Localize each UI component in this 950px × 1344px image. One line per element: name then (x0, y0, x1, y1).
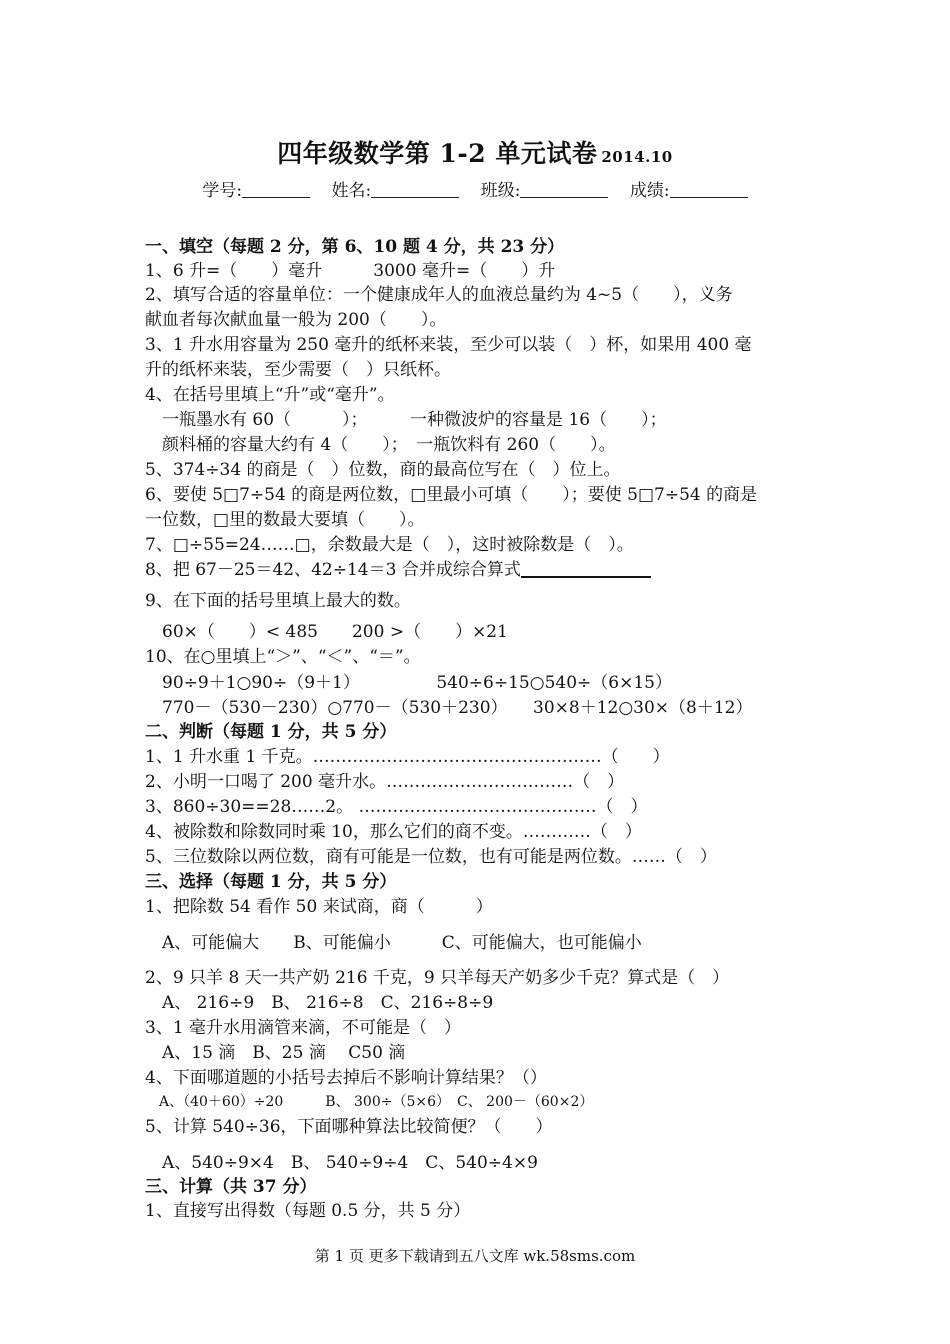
question-line (145, 796, 647, 818)
student-id-blank (242, 183, 310, 198)
info-field-name: 姓名: (332, 176, 460, 201)
line-text: 一瓶墨水有 60（ ）； 一种微波炉的容量是 16（ ）； (145, 410, 667, 430)
section-heading (145, 1176, 317, 1198)
line-text: 颜料桶的容量大约有 4（ ）； 一瓶饮料有 260（ ）。 (145, 435, 616, 455)
info-field-class: 班级: (481, 176, 609, 201)
info-field-score: 成绩: (630, 176, 748, 201)
line-text: A、（40＋60）÷20 B、 300÷（5×6） C、 200－（60×2） (145, 1094, 594, 1110)
line-text: 三、计算（共 37 分） (145, 1177, 317, 1197)
line-text: 4、被除数和除数同时乘 10，那么它们的商不变。…………（ ） (145, 822, 642, 842)
section-heading (145, 236, 564, 258)
line-text: 7、□÷55=24……□，余数最大是（ ），这时被除数是（ ）。 (145, 535, 634, 555)
question-line (145, 1152, 538, 1174)
line-text: 4、下面哪道题的小括号去掉后不影响计算结果？（） (145, 1068, 547, 1088)
question-line (145, 484, 757, 506)
question-line (145, 896, 493, 918)
line-text: 1、1 升水重 1 千克。……………………………………………（ ） (145, 747, 670, 767)
line-text: 90÷9＋1○90÷（9＋1） 540÷6÷15○540÷（6×15） (145, 673, 672, 693)
line-text: A、15 滴 B、25 滴 C50 滴 (145, 1043, 406, 1063)
line-text: 1、把除数 54 看作 50 来试商，商（ ） (145, 897, 493, 917)
question-line (145, 1091, 593, 1113)
line-text: 4、在括号里填上“升”或“毫升”。 (145, 385, 395, 405)
line-text: A、540÷9×4 B、 540÷9÷4 C、540÷4×9 (145, 1153, 538, 1173)
question-line (145, 409, 667, 431)
question-line (145, 1067, 547, 1089)
question-line (145, 590, 411, 612)
line-text: 8、把 67－25＝42、42÷14＝3 合并成综合算式 (145, 560, 521, 580)
line-text: 2、填写合适的容量单位：一个健康成年人的血液总量约为 4~5（ ），义务 (145, 285, 733, 305)
page-title (0, 134, 950, 170)
question-line (145, 771, 624, 793)
question-line (145, 1116, 553, 1138)
line-text: 升的纸杯来装，至少需要（ ）只纸杯。 (145, 360, 451, 380)
section-heading (145, 721, 396, 743)
title-date: 2014.10 (601, 148, 673, 166)
line-text: 770－（530－230）○770－（530＋230） 30×8＋12○30×（8＋12） (145, 698, 753, 718)
question-line (145, 260, 555, 282)
question-line (145, 621, 508, 643)
question-line (145, 559, 651, 581)
question-line (145, 821, 642, 843)
title-main: 四年级数学第 1-2 单元试卷 (277, 139, 598, 168)
question-line (145, 932, 642, 954)
line-text: 3、860÷30==28……2。 ……………………………………（ ） (145, 797, 648, 817)
line-text: 2、小明一口喝了 200 毫升水。……………………………（ ） (145, 772, 625, 792)
question-line (145, 334, 752, 356)
question-line (145, 697, 753, 719)
line-text: 9、在下面的括号里填上最大的数。 (145, 591, 411, 611)
question-line (145, 534, 634, 556)
question-line (145, 646, 421, 668)
question-line (145, 1042, 405, 1064)
class-blank (520, 183, 608, 198)
line-text: 献血者每次献血量一般为 200（ ）。 (145, 310, 447, 330)
line-text: 二、判断（每题 1 分，共 5 分） (145, 722, 397, 742)
question-line (145, 459, 621, 481)
question-line (145, 359, 451, 381)
question-line (145, 434, 616, 456)
line-text: 三、选择（每题 1 分，共 5 分） (145, 872, 397, 892)
line-text: 3、1 毫升水用滴管来滴，不可能是（ ） (145, 1018, 462, 1038)
info-field-student-id: 学号: (202, 176, 310, 201)
line-text: A、 216÷9 B、 216÷8 C、216÷8÷9 (145, 993, 494, 1013)
line-text: 一位数，□里的数最大要填（ ）。 (145, 510, 425, 530)
line-text: 2、9 只羊 8 天一共产奶 216 千克，9 只羊每天产奶多少千克？算式是（ ） (145, 968, 730, 988)
question-line (145, 1200, 470, 1222)
question-line (145, 309, 446, 331)
line-text: 3、1 升水用容量为 250 毫升的纸杯来装，至少可以装（ ）杯，如果用 400 毫 (145, 335, 752, 355)
line-text: 5、374÷34 的商是（ ）位数，商的最高位写在（ ）位上。 (145, 460, 621, 480)
line-text: 1、直接写出得数（每题 0.5 分，共 5 分） (145, 1201, 471, 1221)
student-info-row (0, 176, 950, 201)
line-text: 6、要使 5□7÷54 的商是两位数，□里最小可填（ ）；要使 5□7÷54 的商是 (145, 485, 758, 505)
question-line (145, 746, 670, 768)
question-line (145, 284, 733, 306)
line-text: 一、填空（每题 2 分，第 6、10 题 4 分，共 23 分） (145, 237, 565, 257)
name-blank (371, 183, 459, 198)
question-line (145, 384, 395, 406)
line-text: 5、计算 540÷36，下面哪种算法比较简便？（ ） (145, 1117, 553, 1137)
question-line (145, 992, 493, 1014)
question-line (145, 509, 425, 531)
question-line (145, 846, 717, 868)
page-footer: 第 1 页 更多下载请到五八文库 wk.58sms.com (314, 1247, 636, 1265)
section-heading (145, 871, 396, 893)
line-text: 1、6 升=（ ）毫升 3000 毫升=（ ）升 (145, 261, 556, 281)
question-line (145, 1017, 461, 1039)
question-line (145, 967, 729, 989)
line-text: 10、在○里填上“＞”、“＜”、“＝”。 (145, 647, 421, 667)
score-blank (670, 183, 748, 198)
question-line (145, 672, 672, 694)
line-text: A、可能偏大 B、可能偏小 C、可能偏大，也可能偏小 (145, 933, 642, 953)
answer-blank (521, 562, 651, 578)
line-text: 60×（ ）< 485 200 >（ ）×21 (145, 622, 508, 642)
line-text: 5、三位数除以两位数，商有可能是一位数，也有可能是两位数。……（ ） (145, 847, 717, 867)
